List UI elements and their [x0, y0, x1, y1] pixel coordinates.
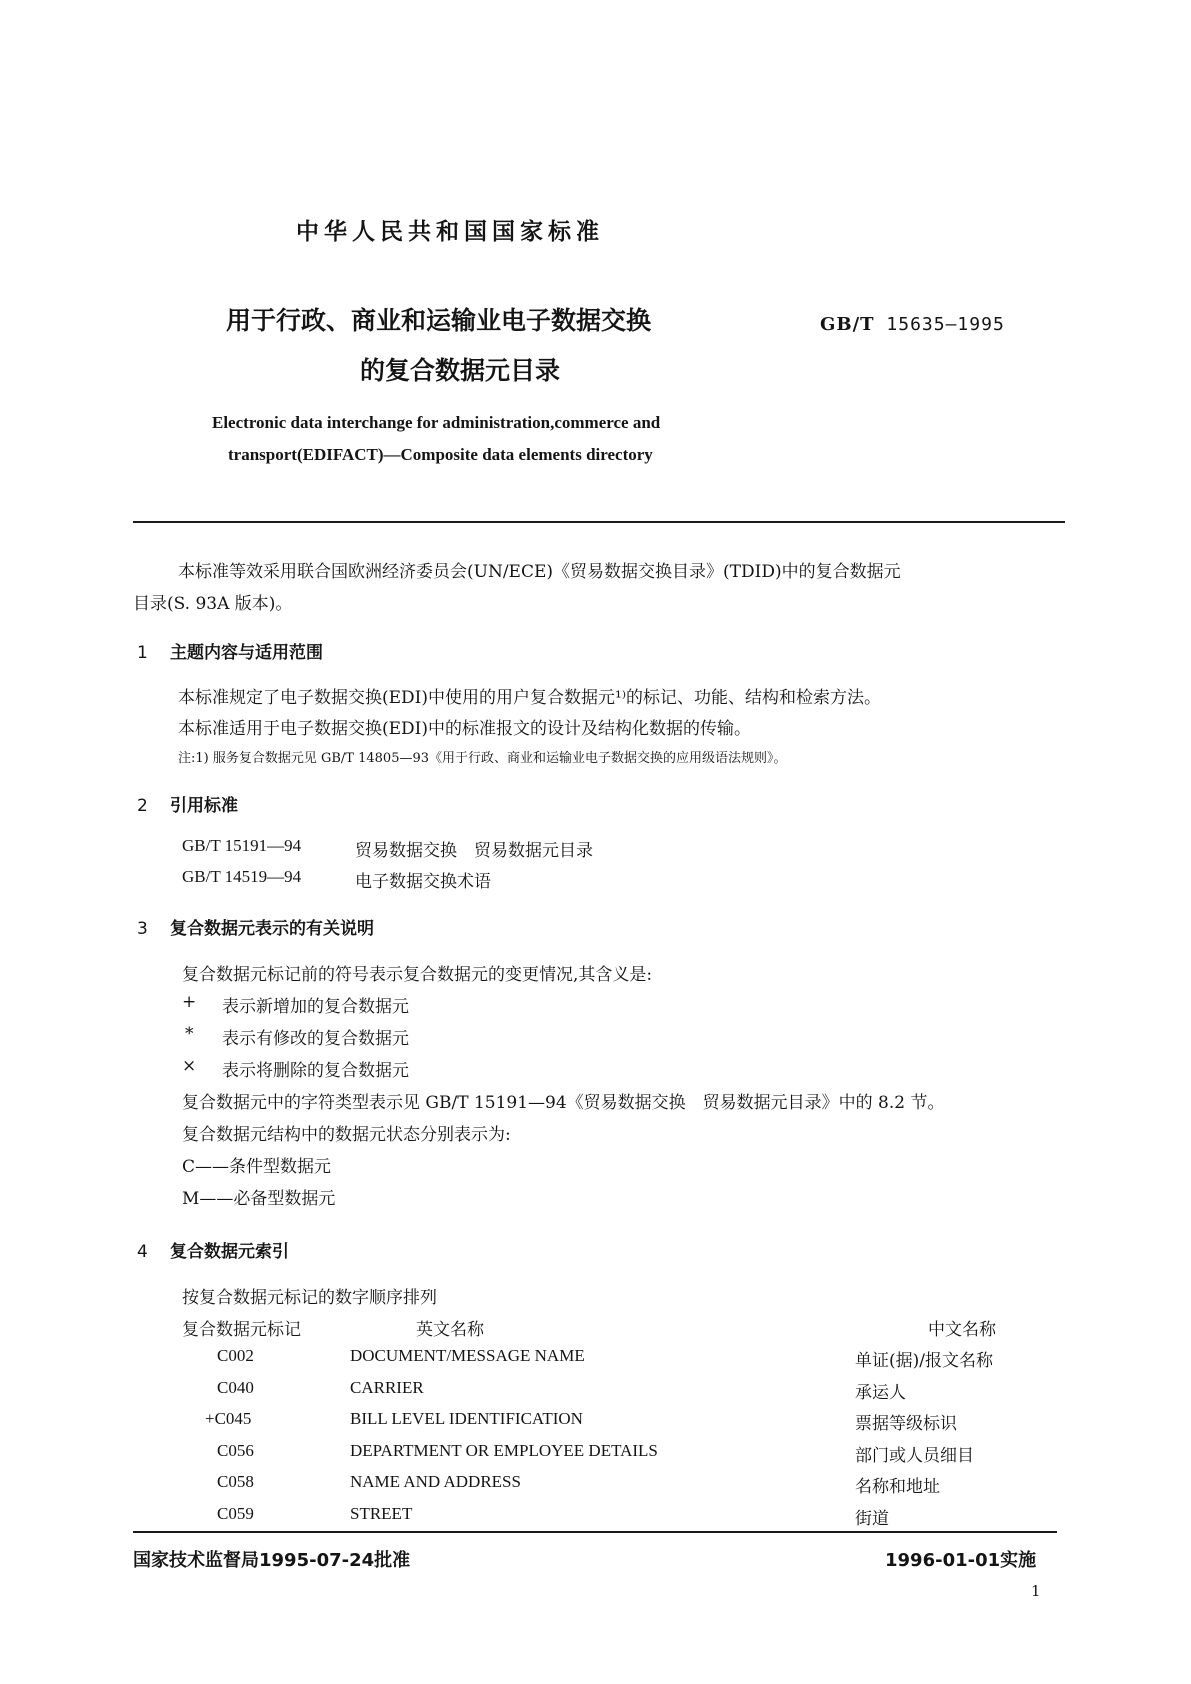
section4-number: 4	[137, 1242, 148, 1262]
section1-title: 主题内容与适用范围	[170, 643, 323, 663]
index-row-chinese: 部门或人员细目	[855, 1446, 974, 1466]
symbol-plus: +	[182, 992, 197, 1012]
index-row-tag: C059	[217, 1504, 254, 1523]
ref-name-2: 电子数据交换术语	[355, 872, 491, 892]
section4-paragraph1: 按复合数据元标记的数字顺序排列	[182, 1288, 437, 1308]
column-header-english: 英文名称	[416, 1320, 484, 1340]
index-row-chinese: 票据等级标识	[855, 1414, 957, 1434]
section4-heading	[137, 1237, 289, 1262]
footer-divider	[133, 1531, 1057, 1533]
section3-heading	[137, 914, 374, 939]
english-title-line1: Electronic data interchange for administration,commerce and	[212, 413, 661, 432]
index-row-tag: C040	[217, 1378, 254, 1397]
section1-footnote: 注:1) 服务复合数据元见 GB/T 14805—93《用于行政、商业和运输业电子数据交换的应用级语法规则》。	[178, 751, 787, 766]
page-number: 1	[1031, 1582, 1041, 1600]
index-row-chinese: 街道	[855, 1509, 889, 1529]
standard-number	[820, 314, 1005, 335]
index-row-english: DEPARTMENT OR EMPLOYEE DETAILS	[350, 1441, 658, 1460]
symbol-cross-text: 表示将删除的复合数据元	[222, 1061, 409, 1081]
index-row-english: NAME AND ADDRESS	[350, 1472, 521, 1491]
section3-paragraph2: 复合数据元中的字符类型表示见 GB/T 15191—94《贸易数据交换 贸易数据元目录》中的 8.2 节。	[182, 1093, 945, 1113]
column-header-tag: 复合数据元标记	[182, 1320, 301, 1340]
section1-paragraph2: 本标准适用于电子数据交换(EDI)中的标准报文的设计及结构化数据的传输。	[178, 719, 752, 739]
index-row-english: BILL LEVEL IDENTIFICATION	[350, 1409, 583, 1428]
index-row-tag: C056	[217, 1441, 254, 1460]
section4-title: 复合数据元索引	[170, 1242, 289, 1262]
section2-title: 引用标准	[170, 796, 238, 816]
effective-date: 1996-01-01实施	[885, 1550, 1037, 1571]
ref-code-1: GB/T 15191—94	[182, 836, 302, 855]
index-row-chinese: 名称和地址	[855, 1477, 940, 1497]
section1-number: 1	[137, 643, 148, 663]
column-header-chinese: 中文名称	[928, 1320, 996, 1340]
header-divider	[133, 521, 1065, 523]
section3-paragraph3: 复合数据元结构中的数据元状态分别表示为:	[182, 1125, 511, 1145]
index-row-chinese: 承运人	[855, 1383, 906, 1403]
index-row-chinese: 单证(据)/报文名称	[855, 1351, 993, 1371]
index-row-english: STREET	[350, 1504, 413, 1523]
index-row-english: CARRIER	[350, 1378, 424, 1397]
ref-name-1: 贸易数据交换 贸易数据元目录	[355, 841, 593, 861]
section1-heading	[137, 638, 323, 663]
status-conditional: C——条件型数据元	[182, 1157, 332, 1177]
index-row-tag: C058	[217, 1472, 254, 1491]
index-row-english: DOCUMENT/MESSAGE NAME	[350, 1346, 585, 1365]
status-mandatory: M——必备型数据元	[182, 1189, 336, 1209]
section3-number: 3	[137, 919, 148, 939]
section3-paragraph1: 复合数据元标记前的符号表示复合数据元的变更情况,其含义是:	[182, 965, 653, 985]
country-standard-heading: 中华人民共和国国家标准	[296, 219, 604, 245]
standard-title-line1: 用于行政、商业和运输业电子数据交换	[226, 306, 652, 335]
section3-title: 复合数据元表示的有关说明	[170, 919, 374, 939]
symbol-cross: ×	[182, 1056, 197, 1076]
ref-code-2: GB/T 14519—94	[182, 867, 302, 886]
standard-code: 15635—1995	[886, 314, 1005, 335]
section2-number: 2	[137, 796, 148, 816]
approval-date: 国家技术监督局1995-07-24批准	[133, 1550, 411, 1571]
intro-line2: 目录(S. 93A 版本)。	[133, 594, 293, 614]
english-title-line2: transport(EDIFACT)—Composite data elements directory	[228, 445, 653, 464]
intro-line1: 本标准等效采用联合国欧洲经济委员会(UN/ECE)《贸易数据交换目录》(TDID)中的复合数据元	[178, 562, 901, 582]
symbol-asterisk: *	[185, 1024, 194, 1044]
symbol-asterisk-text: 表示有修改的复合数据元	[222, 1029, 409, 1049]
symbol-plus-text: 表示新增加的复合数据元	[222, 997, 409, 1017]
index-row-tag: C002	[217, 1346, 254, 1365]
index-row-tag: +C045	[205, 1409, 252, 1428]
standard-prefix: GB/T	[820, 314, 875, 335]
section1-paragraph1: 本标准规定了电子数据交换(EDI)中使用的用户复合数据元¹⁾的标记、功能、结构和检索方法。	[178, 688, 882, 708]
standard-title-line2: 的复合数据元目录	[360, 356, 561, 385]
section2-heading	[137, 791, 238, 816]
